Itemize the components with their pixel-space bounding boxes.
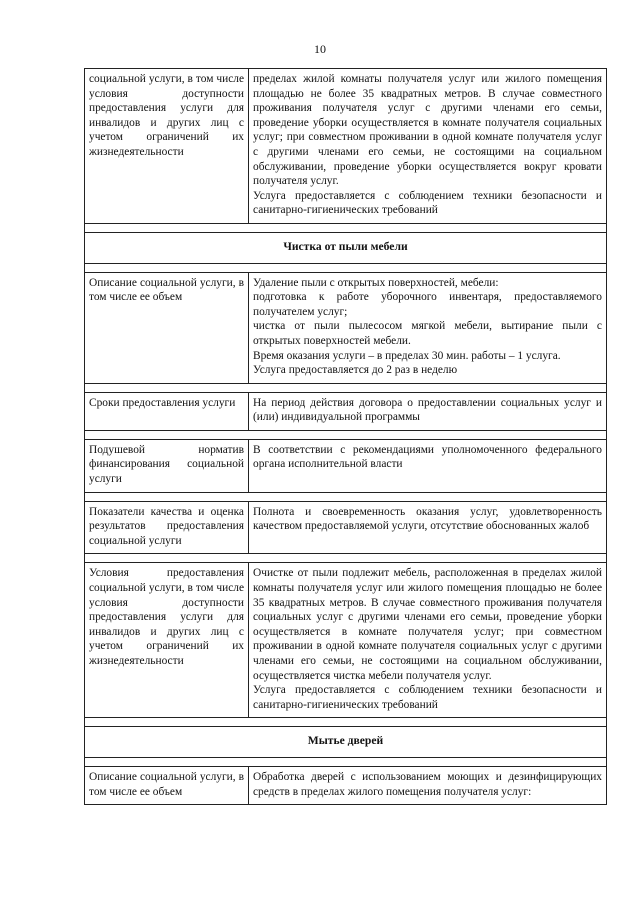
table-row	[85, 272, 607, 383]
content-paragraph: Обработка дверей с использованием моющих и дезинфицирующих средств в пределах жилого помещения получателя услуг:	[253, 770, 602, 798]
section-title: Мытье дверей	[85, 727, 607, 758]
content-paragraph: Услуга предоставляется с соблюдением техники безопасности и санитарно-гигиенических требований	[253, 684, 602, 711]
section-header-row	[85, 232, 607, 263]
row-content	[249, 563, 607, 718]
row-label: Подушевой норматив финансирования социальной услуги	[85, 439, 249, 492]
content-paragraph: Время оказания услуги – в пределах 30 мин. работы – 1 услуга.	[253, 349, 561, 362]
row-label: Описание социальной услуги, в том числе ее объем	[85, 272, 249, 383]
section-header-row	[85, 727, 607, 758]
table-row	[85, 69, 607, 224]
section-title: Чистка от пыли мебели	[85, 232, 607, 263]
content-paragraph: Услуга предоставляется с соблюдением техники безопасности и санитарно-гигиенических требований	[253, 189, 602, 217]
row-content	[249, 69, 607, 224]
content-paragraph: Полнота и своевременность оказания услуг, удовлетворенность качеством предоставляемой услуги, отсутствие обоснованных жалоб	[253, 505, 602, 533]
service-table	[84, 68, 607, 805]
row-content	[249, 501, 607, 554]
content-paragraph: подготовка к работе уборочного инвентаря, предоставляемого получателем услуг;	[253, 291, 602, 318]
row-label: Показатели качества и оценка результатов предоставления социальной услуги	[85, 501, 249, 554]
row-label: Описание социальной услуги, в том числе ее объем	[85, 766, 249, 804]
row-label: Сроки предоставления услуги	[85, 392, 249, 430]
table-row	[85, 563, 607, 718]
content-paragraph: чистка от пыли пылесосом мягкой мебели, вытирание пыли с открытых поверхностей мебели.	[253, 320, 602, 347]
content-paragraph: На период действия договора о предоставлении социальных услуг и (или) индивидуальной программы	[253, 396, 602, 424]
row-content	[249, 392, 607, 430]
table-row	[85, 392, 607, 430]
row-content	[249, 766, 607, 804]
row-content	[249, 272, 607, 383]
row-label: социальной услуги, в том числе условия доступности предоставления услуги для инвалидов и других лиц с учетом ограничений их жизнедеятельности	[85, 69, 249, 224]
table-row	[85, 766, 607, 804]
table-row	[85, 501, 607, 554]
row-label: Условия предоставления социальной услуги, в том числе условия доступности предоставления услуги для инвалидов и других лиц с учетом ограничений их жизнедеятельности	[85, 563, 249, 718]
row-content	[249, 439, 607, 492]
content-paragraph: Услуга предоставляется до 2 раз в неделю	[253, 364, 458, 377]
table-row	[85, 439, 607, 492]
content-paragraph: пределах жилой комнаты получателя услуг или жилого помещения площадью не более 35 квадратных метров. В случае совместного проживания получателя услуг с другими членами его семьи, проведение уборки осуществляется в комнате получателя социальных услуг; при совместном проживании в одной комнате получателя услуг с другими членами его семьи, не состоящими на социальном обслуживании, проведение уборки осуществляется вокруг кровати получателя услуг.	[253, 73, 602, 188]
content-paragraph: В соответствии с рекомендациями уполномоченного федерального органа исполнительной власти	[253, 443, 602, 471]
content-paragraph: Удаление пыли с открытых поверхностей, мебели:	[253, 276, 499, 289]
page-number: 10	[314, 42, 326, 56]
content-paragraph: Очистке от пыли подлежит мебель, расположенная в пределах жилой комнаты получателя услуг или жилого помещения площадью не более 35 квадратных метров. В случае совместного проживания получателя социальных услуг с другими членами его семьи, проведение уборки осуществляется в комнате получателя услуг; при совместном проживании в одной комнате получателя социальных услуг с другими членами его семьи, не состоящими на социальном обслуживании, осуществляется чистка мебели получателя услуг.	[253, 567, 602, 682]
